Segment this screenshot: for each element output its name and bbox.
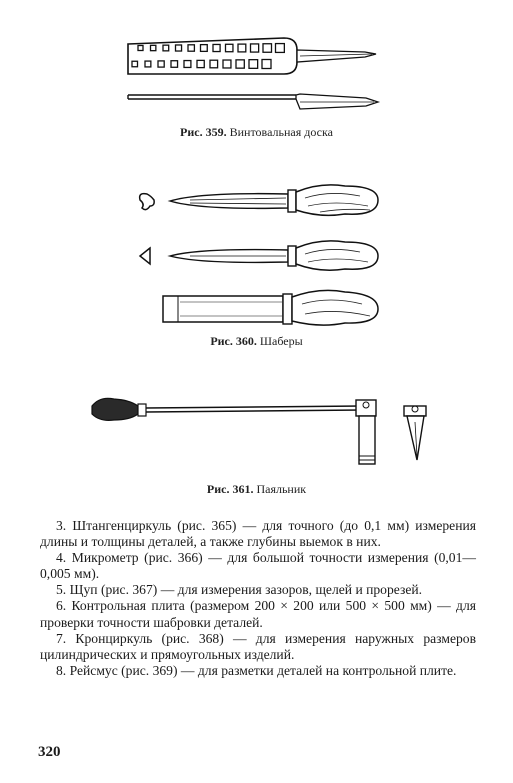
- figure-359-threading-plate: [0, 28, 513, 118]
- figure-360-scrapers: [0, 176, 513, 336]
- paragraph-4: 4. Микрометр (рис. 366) — для большой точности измерения (0,01—0,005 мм).: [40, 550, 476, 582]
- paragraph-7: 7. Кронциркуль (рис. 368) — для измерения наружных размеров цилиндрических и прямоугольных изделий.: [40, 630, 476, 662]
- paragraph-6: 6. Контрольная плита (размером 200 × 200 или 500 × 500 мм) — для проверки точности шабровки деталей.: [40, 598, 476, 630]
- paragraph-5: 5. Щуп (рис. 367) — для измерения зазоров, щелей и прорезей.: [56, 582, 423, 598]
- figure-361-soldering-iron: [0, 392, 513, 472]
- figure-361-caption: Рис. 361. Паяльник: [206, 482, 307, 496]
- figure-360-caption: Рис. 360. Шаберы: [210, 334, 303, 348]
- page-number: 320: [38, 744, 61, 760]
- figure-359-caption: Рис. 359. Винтовальная доска: [180, 125, 333, 139]
- paragraph-3: 3. Штангенциркуль (рис. 365) — для точного (до 0,1 мм) измерения длины и толщины деталей, а также глубины выемок в них.: [40, 518, 476, 550]
- body-text: [40, 518, 476, 679]
- paragraph-8: 8. Рейсмус (рис. 369) — для разметки деталей на контрольной плите.: [56, 662, 457, 678]
